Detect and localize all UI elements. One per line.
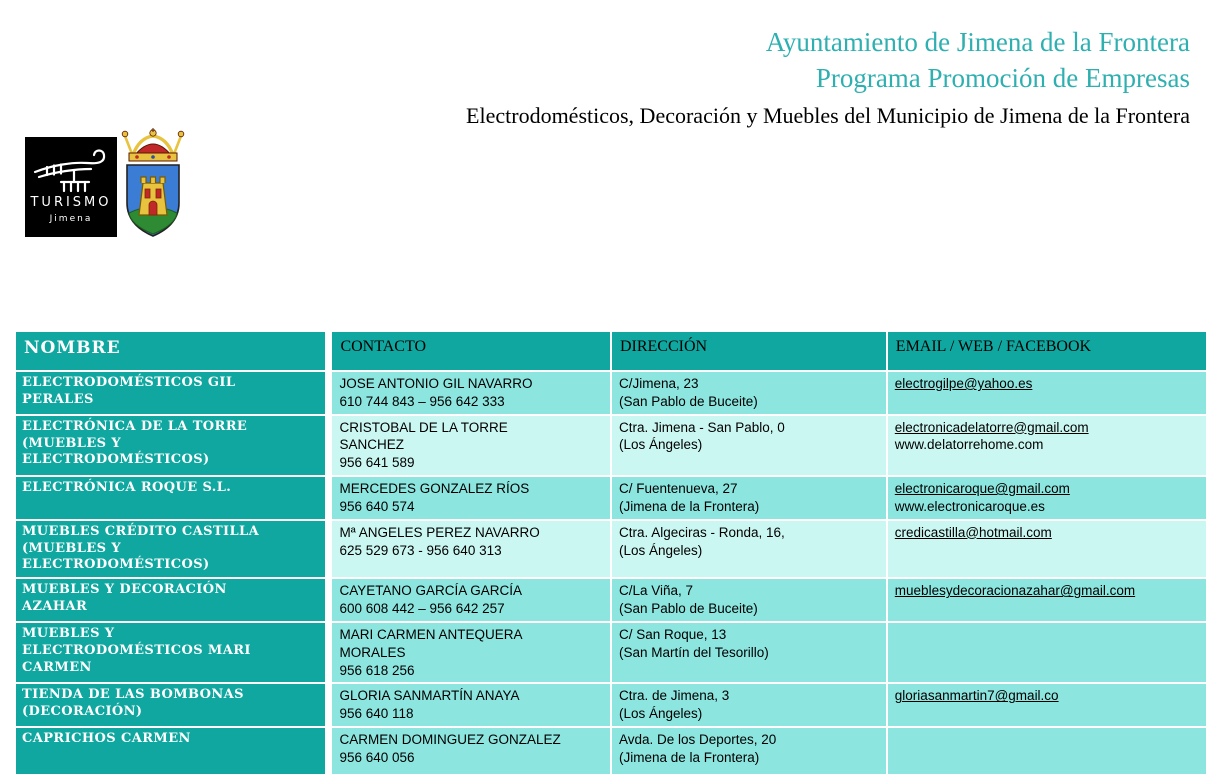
email-web-cell <box>888 416 1206 475</box>
petroglyph-boat-icon <box>27 141 115 193</box>
document-header <box>0 24 1190 134</box>
website-text: www.delatorrehome.com <box>894 437 1044 453</box>
email-link[interactable]: credicastilla@hotmail.com <box>894 524 1052 540</box>
address-cell: Avda. De los Deportes, 20 (Jimena de la Frontera) <box>612 728 886 774</box>
table-header-row <box>16 332 1206 370</box>
address-cell: C/La Viña, 7 (San Pablo de Buceite) <box>612 579 886 621</box>
business-name-cell: MUEBLES Y ELECTRODOMÉSTICOS MARI CARMEN <box>16 623 330 682</box>
address-cell: Ctra. Algeciras - Ronda, 16, (Los Ángeles) <box>612 521 886 578</box>
business-name-cell: MUEBLES CRÉDITO CASTILLA (MUEBLES Y ELECTRODOMÉSTICOS) <box>16 521 330 578</box>
contact-cell: JOSE ANTONIO GIL NAVARRO 610 744 843 – 956 642 333 <box>332 372 610 414</box>
business-name-cell: ELECTRÓNICA DE LA TORRE (MUEBLES Y ELECTRODOMÉSTICOS) <box>16 416 330 475</box>
crown-icon <box>121 127 185 163</box>
turismo-sublabel: Jimena <box>49 214 93 224</box>
address-cell: C/ Fuentenueva, 27 (Jimena de la Frontera) <box>612 477 886 519</box>
email-link[interactable]: gloriasanmartin7@gmail.co <box>894 688 1059 704</box>
email-link[interactable]: mueblesydecoracionazahar@gmail.com <box>894 583 1136 599</box>
title-line-2: Programa Promoción de Empresas <box>815 63 1190 93</box>
document-subtitle: Electrodomésticos, Decoración y Muebles del Municipio de Jimena de la Frontera <box>466 103 1190 128</box>
contact-cell: MERCEDES GONZALEZ RÍOS 956 640 574 <box>332 477 610 519</box>
business-name-cell: MUEBLES Y DECORACIÓN AZAHAR <box>16 579 330 621</box>
contact-cell: CAYETANO GARCÍA GARCÍA 600 608 442 – 956 642 257 <box>332 579 610 621</box>
column-header-contacto: CONTACTO <box>332 332 610 370</box>
email-web-cell <box>888 579 1206 621</box>
turismo-label: TURISMO <box>30 195 112 210</box>
email-web-cell <box>888 372 1206 414</box>
business-directory-table <box>14 330 1208 776</box>
table-row <box>16 579 1206 621</box>
contact-cell: GLORIA SANMARTÍN ANAYA 956 640 118 <box>332 684 610 726</box>
contact-cell: CRISTOBAL DE LA TORRE SANCHEZ 956 641 589 <box>332 416 610 475</box>
table-row <box>16 684 1206 726</box>
business-name-cell: ELECTRÓNICA ROQUE S.L. <box>16 477 330 519</box>
email-web-cell <box>888 684 1206 726</box>
address-cell: Ctra. de Jimena, 3 (Los Ángeles) <box>612 684 886 726</box>
address-cell: C/Jimena, 23 (San Pablo de Buceite) <box>612 372 886 414</box>
email-link[interactable]: electronicaroque@gmail.com <box>894 481 1070 497</box>
business-name-cell: ELECTRODOMÉSTICOS GIL PERALES <box>16 372 330 414</box>
table-row <box>16 728 1206 774</box>
email-web-cell <box>888 477 1206 519</box>
title-line-1: Ayuntamiento de Jimena de la Frontera <box>765 27 1190 57</box>
table-row <box>16 477 1206 519</box>
table-row <box>16 623 1206 682</box>
turismo-jimena-logo <box>25 137 117 237</box>
contact-cell: MARI CARMEN ANTEQUERA MORALES 956 618 256 <box>332 623 610 682</box>
email-web-cell <box>888 728 1206 774</box>
table-row <box>16 416 1206 475</box>
email-web-cell <box>888 623 1206 682</box>
contact-cell: Mª ANGELES PEREZ NAVARRO 625 529 673 - 956 640 313 <box>332 521 610 578</box>
address-cell: Ctra. Jimena - San Pablo, 0 (Los Ángeles) <box>612 416 886 475</box>
email-link[interactable]: electronicadelatorre@gmail.com <box>894 419 1089 435</box>
column-header-direccion: DIRECCIÓN <box>612 332 886 370</box>
jimena-coat-of-arms <box>121 127 185 239</box>
logo-block <box>25 127 195 239</box>
table-row <box>16 521 1206 578</box>
column-header-email-web-facebook: EMAIL / WEB / FACEBOOK <box>888 332 1206 370</box>
email-link[interactable]: electrogilpe@yahoo.es <box>894 376 1033 391</box>
business-name-cell: CAPRICHOS CARMEN <box>16 728 330 774</box>
column-header-nombre: NOMBRE <box>16 332 330 370</box>
castle-shield-icon <box>123 163 183 239</box>
email-web-cell <box>888 521 1206 578</box>
address-cell: C/ San Roque, 13 (San Martín del Tesorillo) <box>612 623 886 682</box>
website-text: www.electronicaroque.es <box>894 498 1045 514</box>
business-name-cell: TIENDA DE LAS BOMBONAS (DECORACIÓN) <box>16 684 330 726</box>
contact-cell: CARMEN DOMINGUEZ GONZALEZ 956 640 056 <box>332 728 610 774</box>
table-row <box>16 372 1206 414</box>
